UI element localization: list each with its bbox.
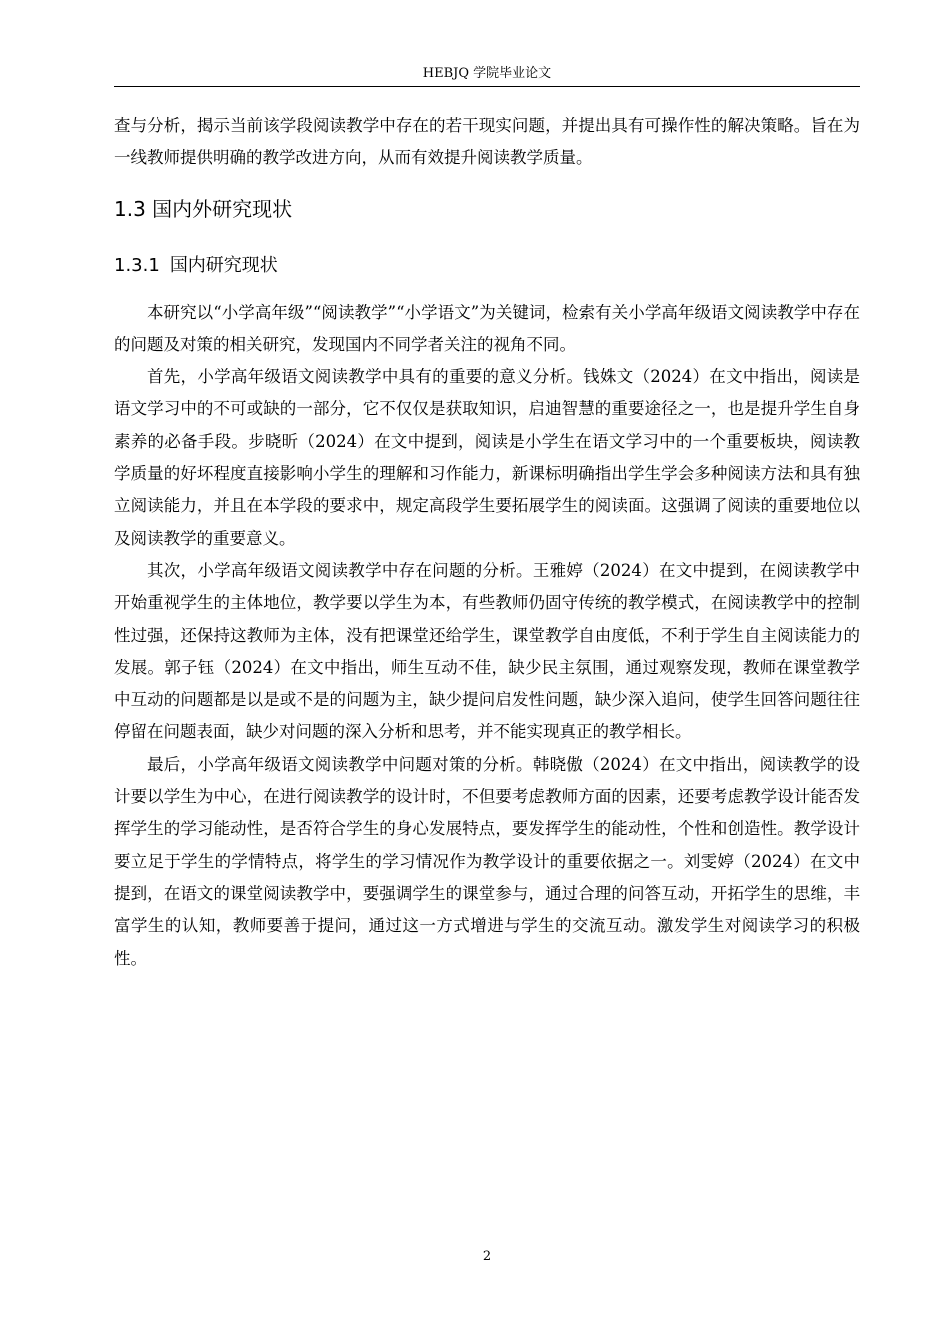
- body-paragraph: 首先，小学高年级语文阅读教学中具有的重要的意义分析。钱姝文（2024）在文中指出，阅读是语文学习中的不可或缺的一部分，它不仅仅是获取知识，启迪智慧的重要途径之一，也是提升学生自身素养的必备手段。步晓昕（2024）在文中提到，阅读是小学生在语文学习中的一个重要板块，阅读教学质量的好坏程度直接影响小学生的理解和习作能力，新课标明确指出学生学会多种阅读方法和具有独立阅读能力，并且在本学段的要求中，规定高段学生要拓展学生的阅读面。这强调了阅读的重要地位以及阅读教学的重要意义。: [114, 367, 860, 548]
- intro-paragraph: 查与分析，揭示当前该学段阅读教学中存在的若干现实问题，并提出具有可操作性的解决策略。旨在为一线教师提供明确的教学改进方向，从而有效提升阅读教学质量。: [114, 116, 860, 168]
- body-paragraph: 其次，小学高年级语文阅读教学中存在问题的分析。王雅婷（2024）在文中提到，在阅读教学中开始重视学生的主体地位，教学要以学生为本，有些教师仍固守传统的教学模式，在阅读教学中的控制性过强，还保持这教师为主体，没有把课堂还给学生，课堂教学自由度低，不利于学生自主阅读能力的发展。郭子钰（2024）在文中指出，师生互动不佳，缺少民主氛围，通过观察发现，教师在课堂教学中互动的问题都是以是或不是的问题为主，缺少提问启发性问题，缺少深入追问，使学生回答问题往往停留在问题表面，缺少对问题的深入分析和思考，并不能实现真正的教学相长。: [114, 560, 860, 742]
- subsection-title: 国内研究现状: [169, 254, 278, 276]
- header-rule: [114, 86, 860, 87]
- subsection-heading: [114, 251, 860, 281]
- running-header: HEBJQ 学院毕业论文: [422, 66, 552, 81]
- body-paragraph: 最后，小学高年级语文阅读教学中问题对策的分析。韩晓傲（2024）在文中指出，阅读教学的设计要以学生为中心，在进行阅读教学的设计时，不但要考虑教师方面的因素，还要考虑教学设计能否发挥学生的学习能动性，是否符合学生的身心发展特点，要发挥学生的能动性，个性和创造性。教学设计要立足于学生的学情特点，将学生的学习情况作为教学设计的重要依据之一。刘雯婷（2024）在文中提到，在语文的课堂阅读教学中，要强调学生的课堂参与，通过合理的问答互动，开拓学生的思维，丰富学生的认知，教师要善于提问，通过这一方式增进与学生的交流互动。激发学生对阅读学习的积极性。: [114, 754, 860, 968]
- page-number: 2: [482, 1249, 492, 1264]
- page-body: [114, 110, 860, 975]
- subsection-number: 1.3.1: [114, 254, 160, 276]
- section-heading: 1.3 国内外研究现状: [114, 196, 293, 221]
- body-paragraph: 本研究以“小学高年级”“阅读教学”“小学语文”为关键词，检索有关小学高年级语文阅读教学中存在的问题及对策的相关研究，发现国内不同学者关注的视角不同。: [114, 302, 860, 354]
